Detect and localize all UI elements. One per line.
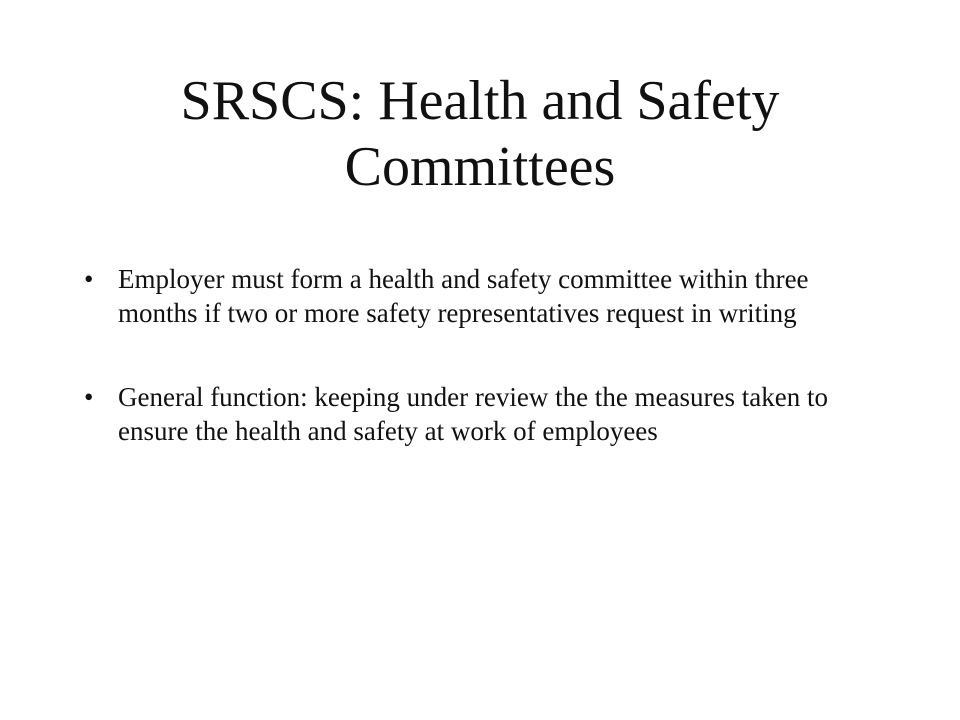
bullet-list	[80, 262, 880, 498]
bullet-dot-icon: •	[84, 264, 94, 294]
bullet-item	[80, 380, 880, 448]
slide-title: SRSCS: Health and Safety Committees	[180, 70, 780, 198]
bullet-text: Employer must form a health and safety committee within three months if two or more safety representatives request in writing	[118, 264, 809, 328]
bullet-dot-icon: •	[84, 382, 94, 412]
bullet-text: General function: keeping under review the the measures taken to ensure the health and safety at work of employees	[118, 382, 828, 446]
bullet-item	[80, 262, 880, 330]
